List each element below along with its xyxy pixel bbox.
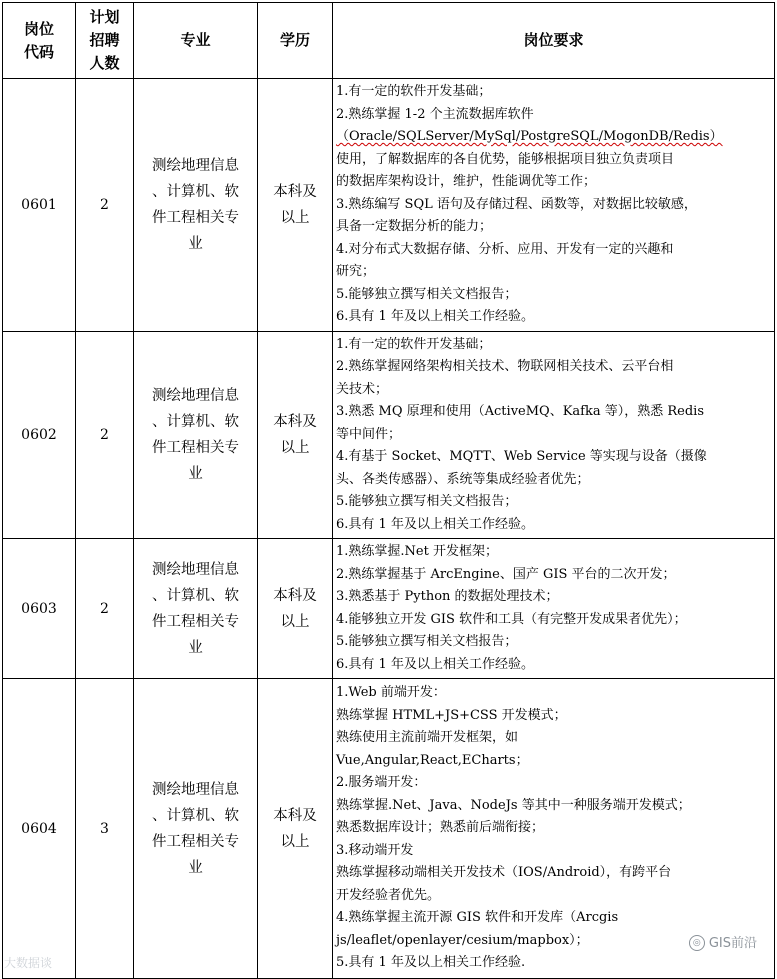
- requirement-line: 5.具有 1 年及以上相关工作经验.: [336, 955, 526, 971]
- requirement-line: js/leaflet/openlayer/cesium/mapbox）；: [336, 932, 589, 948]
- requirement-line: 5.能够独立撰写相关文档报告；: [336, 494, 518, 509]
- requirement-line: 1.有一定的软件开发基础；: [336, 84, 492, 99]
- requirement-line: 头、各类传感器）、系统等集成经验者优先；: [336, 471, 590, 487]
- wechat-icon: ◎: [689, 935, 705, 951]
- table-row: [3, 539, 775, 679]
- requirement-line: 1.有一定的软件开发基础；: [336, 336, 492, 352]
- watermark-right: ◎ GIS前沿: [689, 932, 757, 952]
- requirement-line: 5.能够独立撰写相关文档报告；: [336, 634, 518, 649]
- major-cell: 测绘地理信息 、计算机、软 件工程相关专 业: [134, 539, 258, 679]
- header-row: [3, 3, 775, 79]
- requirement-line: 使用，了解数据库的各自优势，能够根据项目独立负责项目: [336, 151, 675, 167]
- job-requirements-table: [2, 2, 775, 979]
- hire-count: 2: [76, 331, 134, 539]
- requirements-cell: [333, 331, 775, 539]
- table-row: [3, 331, 775, 539]
- requirement-line: 的数据库架构设计，维护，性能调优等工作；: [336, 174, 597, 189]
- requirement-line: 1.熟练掌握.Net 开发框架；: [336, 544, 498, 559]
- requirements-cell: [333, 79, 775, 332]
- requirements-cell: [333, 539, 775, 679]
- requirement-line: 具备一定数据分析的能力；: [336, 219, 493, 234]
- requirement-line: 熟练使用主流前端开发框架，如: [336, 730, 519, 746]
- job-code: 0604: [3, 679, 76, 979]
- requirement-line: 熟悉数据库设计；熟悉前后端衔接；: [336, 820, 545, 836]
- major-cell: 测绘地理信息 、计算机、软 件工程相关专 业: [134, 679, 258, 979]
- education-cell: 本科及 以上: [258, 79, 333, 332]
- hire-count: 2: [76, 539, 134, 679]
- requirement-line: 6.具有 1 年及以上相关工作经验。: [336, 516, 534, 532]
- header-education: 学历: [258, 3, 333, 79]
- job-code: 0601: [3, 79, 76, 332]
- requirement-line: 等中间件；: [336, 426, 402, 442]
- major-cell: 测绘地理信息 、计算机、软 件工程相关专 业: [134, 331, 258, 539]
- requirement-line: 1.Web 前端开发：: [336, 685, 446, 701]
- requirement-line: 开发经验者优先。: [336, 887, 441, 903]
- header-requirements: 岗位要求: [333, 3, 775, 79]
- requirement-line: 3.熟悉 MQ 原理和使用（ActiveMQ、Kafka 等），熟悉 Redis: [336, 404, 704, 419]
- requirement-line: Vue,Angular,React,ECharts；: [336, 752, 529, 768]
- requirement-line: 2.服务端开发：: [336, 775, 427, 791]
- requirement-line: （Oracle/SQLServer/MySql/PostgreSQL/MogonDB/Redis）: [336, 129, 723, 144]
- requirement-line: 3.熟悉基于 Python 的数据处理技术；: [336, 589, 559, 604]
- job-code: 0603: [3, 539, 76, 679]
- major-cell: 测绘地理信息 、计算机、软 件工程相关专 业: [134, 79, 258, 332]
- requirement-line: 2.熟练掌握 1-2 个主流数据库软件: [336, 106, 534, 122]
- hire-count: 2: [76, 79, 134, 332]
- requirement-line: 3.熟练编写 SQL 语句及存储过程、函数等，对数据比较敏感，: [336, 196, 697, 212]
- education-cell: 本科及 以上: [258, 331, 333, 539]
- requirement-line: 2.熟练掌握基于 ArcEngine、国产 GIS 平台的二次开发；: [336, 566, 676, 582]
- header-major: 专业: [134, 3, 258, 79]
- education-cell: 本科及 以上: [258, 679, 333, 979]
- requirement-line: 6.具有 1 年及以上相关工作经验。: [336, 656, 534, 672]
- requirement-line: 熟练掌握.Net、Java、NodeJs 等其中一种服务端开发模式；: [336, 797, 691, 813]
- requirement-line: 3.移动端开发: [336, 842, 414, 858]
- hire-count: 3: [76, 679, 134, 979]
- requirement-line: 4.熟练掌握主流开源 GIS 软件和开发库（Arcgis: [336, 910, 619, 926]
- header-plan-count: 计划 招聘 人数: [76, 3, 134, 79]
- requirement-line: 6.具有 1 年及以上相关工作经验。: [336, 309, 534, 324]
- watermark-left: 大数据谈: [4, 956, 53, 970]
- requirement-line: 4.有基于 Socket、MQTT、Web Service 等实现与设备（摄像: [336, 449, 707, 464]
- education-cell: 本科及 以上: [258, 539, 333, 679]
- requirement-line: 5.能够独立撰写相关文档报告；: [336, 286, 518, 302]
- requirement-line: 2.熟练掌握网络架构相关技术、物联网相关技术、云平台相: [336, 359, 674, 374]
- job-code: 0602: [3, 331, 76, 539]
- requirement-line: 研究；: [336, 264, 376, 279]
- requirement-line: 熟练掌握移动端相关开发技术（IOS/Android），有跨平台: [336, 865, 672, 881]
- table-row: [3, 679, 775, 979]
- header-code: 岗位 代码: [3, 3, 76, 79]
- requirement-line: 4.能够独立开发 GIS 软件和工具（有完整开发成果者优先）；: [336, 611, 687, 627]
- requirement-line: 熟练掌握 HTML+JS+CSS 开发模式；: [336, 707, 567, 723]
- requirement-line: 关技术；: [336, 381, 389, 397]
- requirement-line: 4.对分布式大数据存储、分析、应用、开发有一定的兴趣和: [336, 241, 674, 257]
- table-row: [3, 79, 775, 332]
